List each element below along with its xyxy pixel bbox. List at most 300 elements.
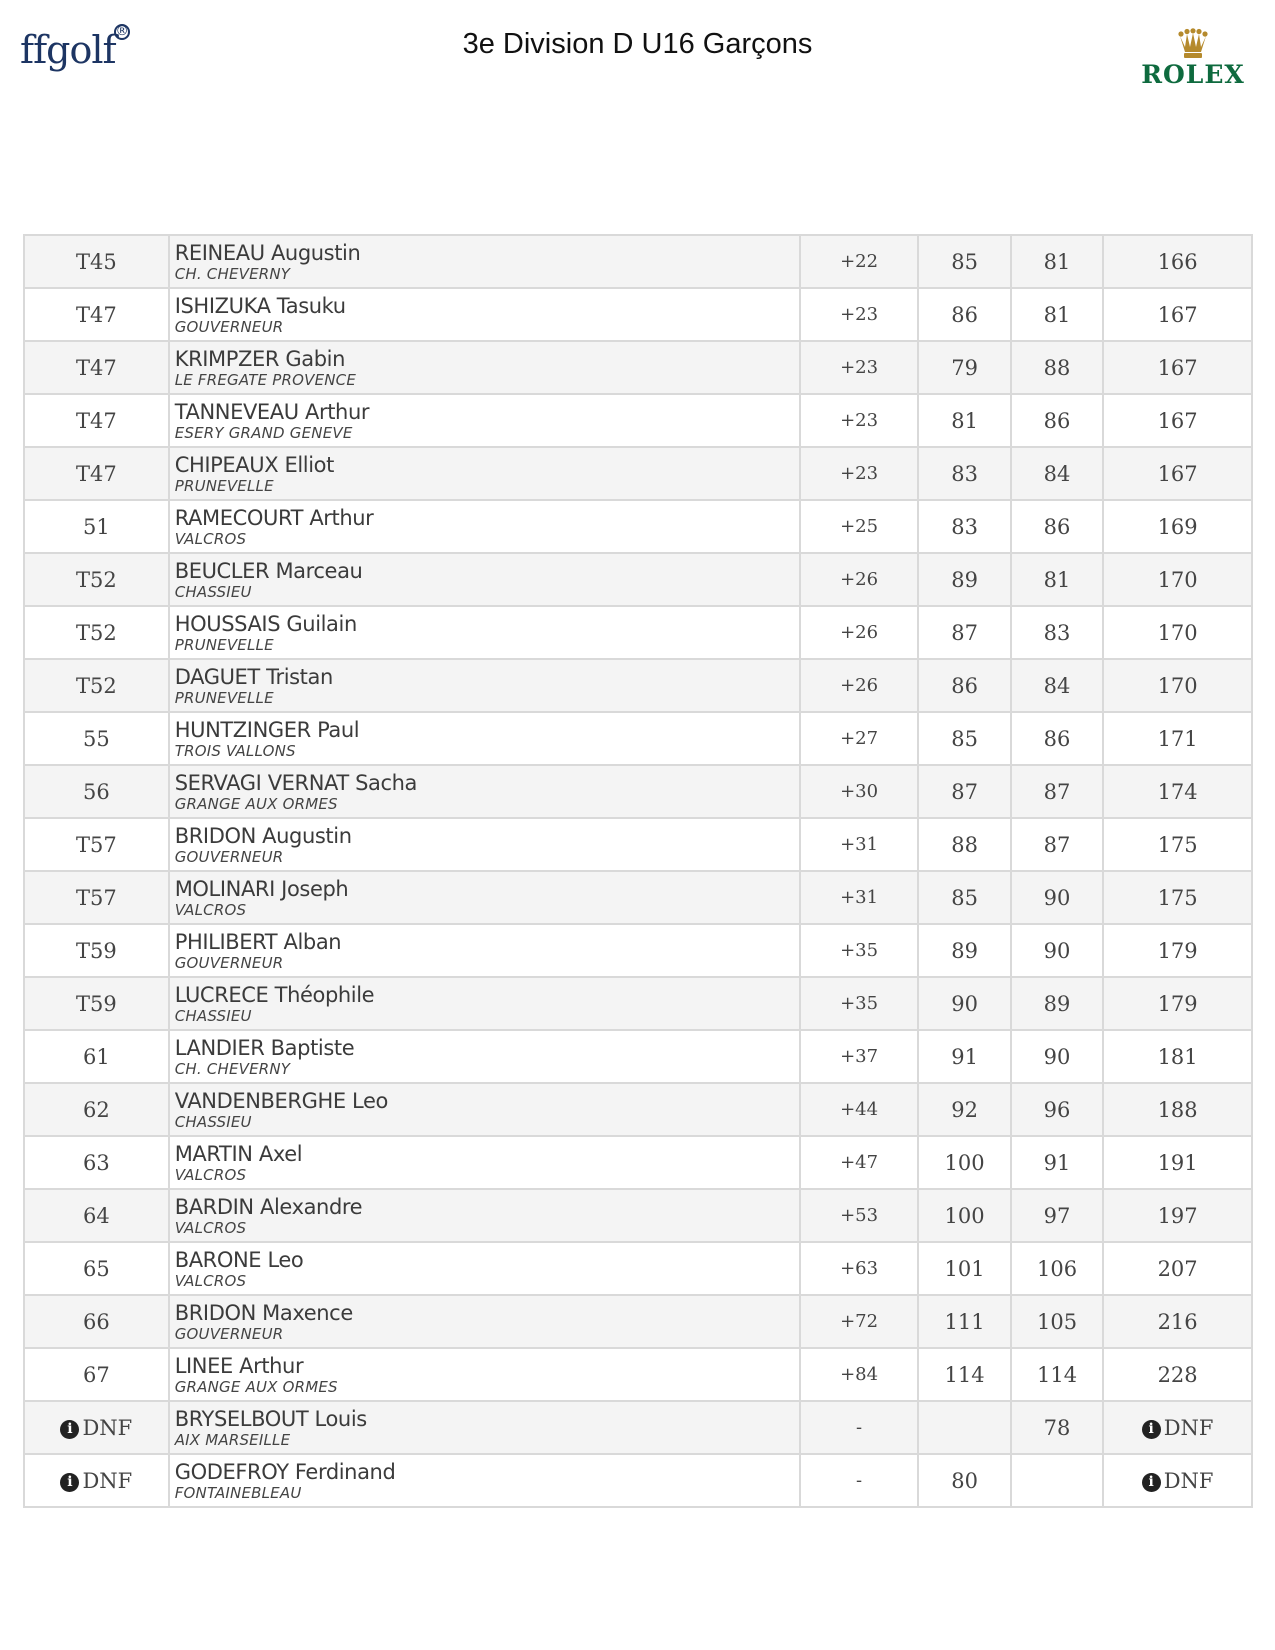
rolex-logo-text: ROLEX: [1141, 60, 1245, 89]
position-cell: [24, 1136, 169, 1189]
round2-cell: [1011, 553, 1103, 606]
player-cell: [169, 712, 800, 765]
total-cell: [1103, 394, 1252, 447]
player-cell: [169, 1401, 800, 1454]
ffgolf-logo-text: ffgolf: [20, 28, 116, 72]
player-name: BRYSELBOUT Louis: [174, 1406, 367, 1431]
player-cell: [169, 871, 800, 924]
to-par-cell-value: -: [856, 1470, 863, 1491]
total-cell-value: 174: [1157, 779, 1198, 804]
club-name: GOUVERNEUR: [174, 1324, 284, 1343]
to-par-cell: [800, 606, 919, 659]
total-cell-value: DNF: [1163, 1415, 1214, 1440]
player-name: RAMECOURT Arthur: [174, 505, 374, 530]
round1-cell-value: 83: [951, 461, 978, 486]
total-cell-value: 197: [1157, 1203, 1198, 1228]
round2-cell-value: 87: [1043, 779, 1071, 804]
total-cell: [1103, 1189, 1252, 1242]
round1-cell-value: 92: [951, 1097, 978, 1122]
round1-cell-value: 87: [951, 779, 978, 804]
player-cell: [169, 1083, 800, 1136]
to-par-cell: [800, 765, 919, 818]
round1-cell-value: 79: [951, 355, 978, 380]
player-name: BEUCLER Marceau: [174, 558, 363, 583]
round2-cell-value: 90: [1043, 885, 1071, 910]
total-cell: [1103, 1348, 1252, 1401]
round1-cell-value: 85: [951, 885, 978, 910]
total-cell: [1103, 553, 1252, 606]
total-cell-value: 179: [1157, 938, 1198, 963]
round2-cell-value: 87: [1043, 832, 1071, 857]
position-cell: [24, 288, 169, 341]
table-row: [24, 447, 1252, 500]
player-cell: [169, 447, 800, 500]
club-name: CH. CHEVERNY: [174, 264, 291, 283]
position-cell-value: T47: [75, 461, 117, 486]
position-cell: [24, 447, 169, 500]
total-cell: [1103, 765, 1252, 818]
player-name: LUCRECE Théophile: [174, 982, 375, 1007]
position-cell-value: T59: [75, 991, 117, 1016]
to-par-cell: [800, 1242, 919, 1295]
club-name: GRANGE AUX ORMES: [174, 1377, 338, 1396]
total-cell: [1103, 977, 1252, 1030]
to-par-cell-value: +53: [840, 1205, 879, 1226]
club-name: PRUNEVELLE: [174, 688, 274, 707]
round2-cell-value: 83: [1043, 620, 1071, 645]
position-cell: [24, 1189, 169, 1242]
round2-cell: [1011, 659, 1103, 712]
round1-cell: [918, 977, 1010, 1030]
round2-cell: [1011, 1083, 1103, 1136]
to-par-cell-value: +26: [840, 569, 879, 590]
to-par-cell: [800, 1295, 919, 1348]
to-par-cell: [800, 712, 919, 765]
to-par-cell-value: +27: [840, 728, 879, 749]
round2-cell-value: 84: [1043, 673, 1071, 698]
round2-cell-value: 89: [1043, 991, 1071, 1016]
to-par-cell: [800, 977, 919, 1030]
round2-cell: [1011, 712, 1103, 765]
to-par-cell: [800, 1401, 919, 1454]
round1-cell: [918, 447, 1010, 500]
position-cell-value: 61: [82, 1044, 110, 1069]
to-par-cell: [800, 659, 919, 712]
total-cell: [1103, 500, 1252, 553]
round2-cell: [1011, 1030, 1103, 1083]
round1-cell-value: 85: [951, 726, 978, 751]
round2-cell: [1011, 1242, 1103, 1295]
round1-cell-value: 81: [951, 408, 978, 433]
round2-cell-value: 90: [1043, 938, 1071, 963]
total-cell: [1103, 447, 1252, 500]
round1-cell-value: 101: [944, 1256, 985, 1281]
position-cell: [24, 394, 169, 447]
position-cell-value: T52: [75, 620, 117, 645]
round2-cell-value: 90: [1043, 1044, 1071, 1069]
player-name: PHILIBERT Alban: [174, 929, 342, 954]
position-cell-value: T57: [75, 885, 117, 910]
table-row: [24, 341, 1252, 394]
round1-cell-value: 114: [944, 1362, 985, 1387]
player-name: HOUSSAIS Guilain: [174, 611, 357, 636]
round1-cell: [918, 606, 1010, 659]
to-par-cell-value: +26: [840, 622, 879, 643]
round2-cell: [1011, 977, 1103, 1030]
position-cell-value: T45: [75, 249, 117, 274]
position-cell: [24, 1030, 169, 1083]
total-cell: [1103, 1295, 1252, 1348]
total-cell-value: 167: [1157, 461, 1198, 486]
position-cell-value: T52: [75, 567, 117, 592]
table-row: [24, 1189, 1252, 1242]
round2-cell-value: 81: [1043, 567, 1071, 592]
player-name: BARDIN Alexandre: [174, 1194, 363, 1219]
to-par-cell-value: +84: [840, 1364, 879, 1385]
position-cell: [24, 871, 169, 924]
total-cell-value: 181: [1157, 1044, 1198, 1069]
table-row: [24, 500, 1252, 553]
round1-cell: [918, 1030, 1010, 1083]
player-cell: [169, 1295, 800, 1348]
to-par-cell: [800, 1030, 919, 1083]
position-cell: [24, 341, 169, 394]
table-row: [24, 659, 1252, 712]
to-par-cell-value: -: [856, 1417, 863, 1438]
round2-cell-value: 88: [1043, 355, 1071, 380]
total-cell: [1103, 606, 1252, 659]
round1-cell-value: 88: [951, 832, 978, 857]
position-cell: [24, 1083, 169, 1136]
club-name: GRANGE AUX ORMES: [174, 794, 338, 813]
total-cell-value: 170: [1157, 567, 1198, 592]
position-cell-value: 65: [82, 1256, 110, 1281]
total-cell-value: 191: [1157, 1150, 1198, 1175]
position-cell-value: 63: [82, 1150, 110, 1175]
round2-cell: [1011, 1401, 1103, 1454]
club-name: CHASSIEU: [174, 1112, 252, 1131]
results-table: [23, 234, 1253, 1508]
club-name: PRUNEVELLE: [174, 476, 274, 495]
player-name: LINEE Arthur: [174, 1353, 304, 1378]
to-par-cell: [800, 1083, 919, 1136]
total-cell-value: 175: [1157, 885, 1198, 910]
club-name: AIX MARSEILLE: [174, 1430, 291, 1449]
round2-cell: [1011, 341, 1103, 394]
to-par-cell: [800, 1136, 919, 1189]
round2-cell: [1011, 394, 1103, 447]
total-cell: [1103, 1136, 1252, 1189]
position-cell-value: 55: [82, 726, 110, 751]
player-name: VANDENBERGHE Leo: [174, 1088, 388, 1113]
player-cell: [169, 765, 800, 818]
round2-cell-value: 86: [1043, 408, 1071, 433]
player-cell: [169, 1136, 800, 1189]
position-cell: [24, 1454, 169, 1507]
to-par-cell: [800, 341, 919, 394]
position-cell-value: DNF: [82, 1468, 133, 1493]
position-cell: [24, 1295, 169, 1348]
total-cell: [1103, 659, 1252, 712]
to-par-cell: [800, 1348, 919, 1401]
club-name: PRUNEVELLE: [174, 635, 274, 654]
club-name: CHASSIEU: [174, 1006, 252, 1025]
to-par-cell-value: +23: [840, 304, 879, 325]
player-cell: [169, 924, 800, 977]
table-row: [24, 924, 1252, 977]
table-row: [24, 394, 1252, 447]
info-circle-icon[interactable]: i: [60, 1473, 79, 1492]
position-cell: [24, 818, 169, 871]
position-cell: [24, 712, 169, 765]
position-cell-value: 64: [82, 1203, 110, 1228]
position-cell: [24, 1242, 169, 1295]
club-name: VALCROS: [174, 1165, 247, 1184]
round2-cell: [1011, 818, 1103, 871]
player-name: REINEAU Augustin: [174, 240, 361, 265]
total-cell: [1103, 1242, 1252, 1295]
round2-cell: [1011, 1454, 1103, 1507]
position-cell-value: 51: [82, 514, 110, 539]
round2-cell: [1011, 235, 1103, 288]
player-name: BARONE Leo: [174, 1247, 304, 1272]
position-cell: [24, 1401, 169, 1454]
total-cell-value: 179: [1157, 991, 1198, 1016]
position-cell-value: 56: [82, 779, 110, 804]
total-cell: [1103, 1083, 1252, 1136]
club-name: VALCROS: [174, 900, 247, 919]
round2-cell-value: 96: [1043, 1097, 1071, 1122]
club-name: GOUVERNEUR: [174, 953, 284, 972]
position-cell: [24, 1348, 169, 1401]
round1-cell: [918, 659, 1010, 712]
position-cell-value: T52: [75, 673, 117, 698]
player-cell: [169, 659, 800, 712]
round2-cell: [1011, 447, 1103, 500]
round1-cell: [918, 712, 1010, 765]
round1-cell: [918, 1083, 1010, 1136]
round2-cell-value: 84: [1043, 461, 1071, 486]
player-name: DAGUET Tristan: [174, 664, 333, 689]
table-row: [24, 1295, 1252, 1348]
to-par-cell: [800, 924, 919, 977]
total-cell: [1103, 288, 1252, 341]
player-cell: [169, 500, 800, 553]
round1-cell-value: 83: [951, 514, 978, 539]
total-cell: [1103, 818, 1252, 871]
total-cell-value: 170: [1157, 620, 1198, 645]
round1-cell: [918, 235, 1010, 288]
to-par-cell: [800, 288, 919, 341]
table-row: [24, 1401, 1252, 1454]
player-cell: [169, 1030, 800, 1083]
round1-cell-value: 86: [951, 302, 978, 327]
player-name: HUNTZINGER Paul: [174, 717, 360, 742]
round1-cell-value: 80: [951, 1468, 978, 1493]
round1-cell-value: 89: [951, 567, 978, 592]
position-cell-value: DNF: [82, 1415, 133, 1440]
position-cell: [24, 977, 169, 1030]
round2-cell: [1011, 500, 1103, 553]
table-row: [24, 553, 1252, 606]
round2-cell-value: 86: [1043, 514, 1071, 539]
info-circle-icon[interactable]: i: [1142, 1420, 1161, 1439]
to-par-cell-value: +44: [840, 1099, 879, 1120]
player-cell: [169, 1189, 800, 1242]
table-row: [24, 1454, 1252, 1507]
table-row: [24, 288, 1252, 341]
total-cell: [1103, 712, 1252, 765]
player-cell: [169, 606, 800, 659]
round1-cell-value: 90: [951, 991, 978, 1016]
club-name: GOUVERNEUR: [174, 317, 284, 336]
total-cell-value: 167: [1157, 302, 1198, 327]
position-cell-value: 62: [82, 1097, 110, 1122]
position-cell-value: 67: [82, 1362, 110, 1387]
round2-cell-value: 91: [1043, 1150, 1071, 1175]
round2-cell-value: 114: [1036, 1362, 1078, 1387]
round2-cell-value: 105: [1036, 1309, 1078, 1334]
position-cell: [24, 659, 169, 712]
position-cell-value: T47: [75, 302, 117, 327]
total-cell-value: 207: [1157, 1256, 1198, 1281]
table-row: [24, 712, 1252, 765]
round1-cell: [918, 553, 1010, 606]
round1-cell-value: 100: [944, 1203, 985, 1228]
round1-cell: [918, 1454, 1010, 1507]
round1-cell: [918, 1189, 1010, 1242]
total-cell-value: 171: [1157, 726, 1198, 751]
total-cell: [1103, 924, 1252, 977]
player-name: BRIDON Augustin: [174, 823, 352, 848]
round2-cell: [1011, 606, 1103, 659]
position-cell: [24, 606, 169, 659]
total-cell-value: 188: [1157, 1097, 1198, 1122]
position-cell-value: T57: [75, 832, 117, 857]
to-par-cell-value: +72: [840, 1311, 879, 1332]
club-name: CHASSIEU: [174, 582, 252, 601]
total-cell-value: 170: [1157, 673, 1198, 698]
club-name: CH. CHEVERNY: [174, 1059, 291, 1078]
total-cell-value: 175: [1157, 832, 1198, 857]
round1-cell-value: 111: [944, 1309, 985, 1334]
round1-cell: [918, 1295, 1010, 1348]
total-cell: [1103, 235, 1252, 288]
to-par-cell-value: +30: [840, 781, 879, 802]
page-title: 3e Division D U16 Garçons: [462, 28, 813, 60]
crown-icon: [1177, 28, 1209, 60]
club-name: VALCROS: [174, 529, 247, 548]
to-par-cell-value: +22: [840, 251, 879, 272]
club-name: VALCROS: [174, 1271, 247, 1290]
table-row: [24, 818, 1252, 871]
round2-cell: [1011, 765, 1103, 818]
round1-cell: [918, 500, 1010, 553]
round1-cell-value: 87: [951, 620, 978, 645]
player-cell: [169, 394, 800, 447]
to-par-cell-value: +23: [840, 463, 879, 484]
round1-cell-value: 86: [951, 673, 978, 698]
to-par-cell: [800, 500, 919, 553]
player-cell: [169, 341, 800, 394]
position-cell: [24, 924, 169, 977]
to-par-cell-value: +23: [840, 410, 879, 431]
table-row: [24, 977, 1252, 1030]
round1-cell-value: 91: [951, 1044, 978, 1069]
round2-cell-value: 97: [1043, 1203, 1071, 1228]
player-name: TANNEVEAU Arthur: [174, 399, 370, 424]
round1-cell: [918, 1401, 1010, 1454]
round2-cell: [1011, 924, 1103, 977]
round2-cell-value: 78: [1043, 1415, 1071, 1440]
position-cell-value: T47: [75, 408, 117, 433]
round1-cell-value: 89: [951, 938, 978, 963]
info-circle-icon[interactable]: i: [1142, 1473, 1161, 1492]
to-par-cell-value: +23: [840, 357, 879, 378]
results-body: [24, 235, 1252, 1507]
player-name: SERVAGI VERNAT Sacha: [174, 770, 418, 795]
round2-cell-value: 81: [1043, 249, 1071, 274]
player-name: KRIMPZER Gabin: [174, 346, 345, 371]
to-par-cell-value: +25: [840, 516, 879, 537]
total-cell-value: 216: [1157, 1309, 1198, 1334]
total-cell: [1103, 341, 1252, 394]
to-par-cell: [800, 394, 919, 447]
to-par-cell: [800, 553, 919, 606]
club-name: LE FREGATE PROVENCE: [174, 370, 357, 389]
position-cell: [24, 235, 169, 288]
round1-cell: [918, 1348, 1010, 1401]
round2-cell: [1011, 1348, 1103, 1401]
registered-icon: ®: [115, 24, 128, 39]
player-cell: [169, 288, 800, 341]
round1-cell: [918, 1242, 1010, 1295]
round1-cell: [918, 394, 1010, 447]
player-cell: [169, 818, 800, 871]
player-name: ISHIZUKA Tasuku: [174, 293, 346, 318]
to-par-cell: [800, 818, 919, 871]
to-par-cell: [800, 1189, 919, 1242]
round1-cell: [918, 341, 1010, 394]
to-par-cell-value: +31: [840, 887, 879, 908]
position-cell-value: T47: [75, 355, 117, 380]
round2-cell: [1011, 1295, 1103, 1348]
total-cell-value: 228: [1157, 1362, 1198, 1387]
info-circle-icon[interactable]: i: [60, 1420, 79, 1439]
to-par-cell-value: +26: [840, 675, 879, 696]
total-cell-value: 167: [1157, 408, 1198, 433]
total-cell: [1103, 1454, 1252, 1507]
player-name: MOLINARI Joseph: [174, 876, 349, 901]
rolex-logo: [1136, 28, 1250, 89]
to-par-cell-value: +63: [840, 1258, 879, 1279]
round2-cell: [1011, 1136, 1103, 1189]
to-par-cell-value: +47: [840, 1152, 879, 1173]
player-name: CHIPEAUX Elliot: [174, 452, 334, 477]
player-cell: [169, 235, 800, 288]
round2-cell-value: 81: [1043, 302, 1071, 327]
table-row: [24, 1242, 1252, 1295]
player-name: MARTIN Axel: [174, 1141, 303, 1166]
club-name: VALCROS: [174, 1218, 247, 1237]
table-row: [24, 1348, 1252, 1401]
table-row: [24, 765, 1252, 818]
to-par-cell: [800, 235, 919, 288]
to-par-cell: [800, 1454, 919, 1507]
total-cell-value: 166: [1157, 249, 1198, 274]
club-name: TROIS VALLONS: [174, 741, 296, 760]
to-par-cell: [800, 447, 919, 500]
